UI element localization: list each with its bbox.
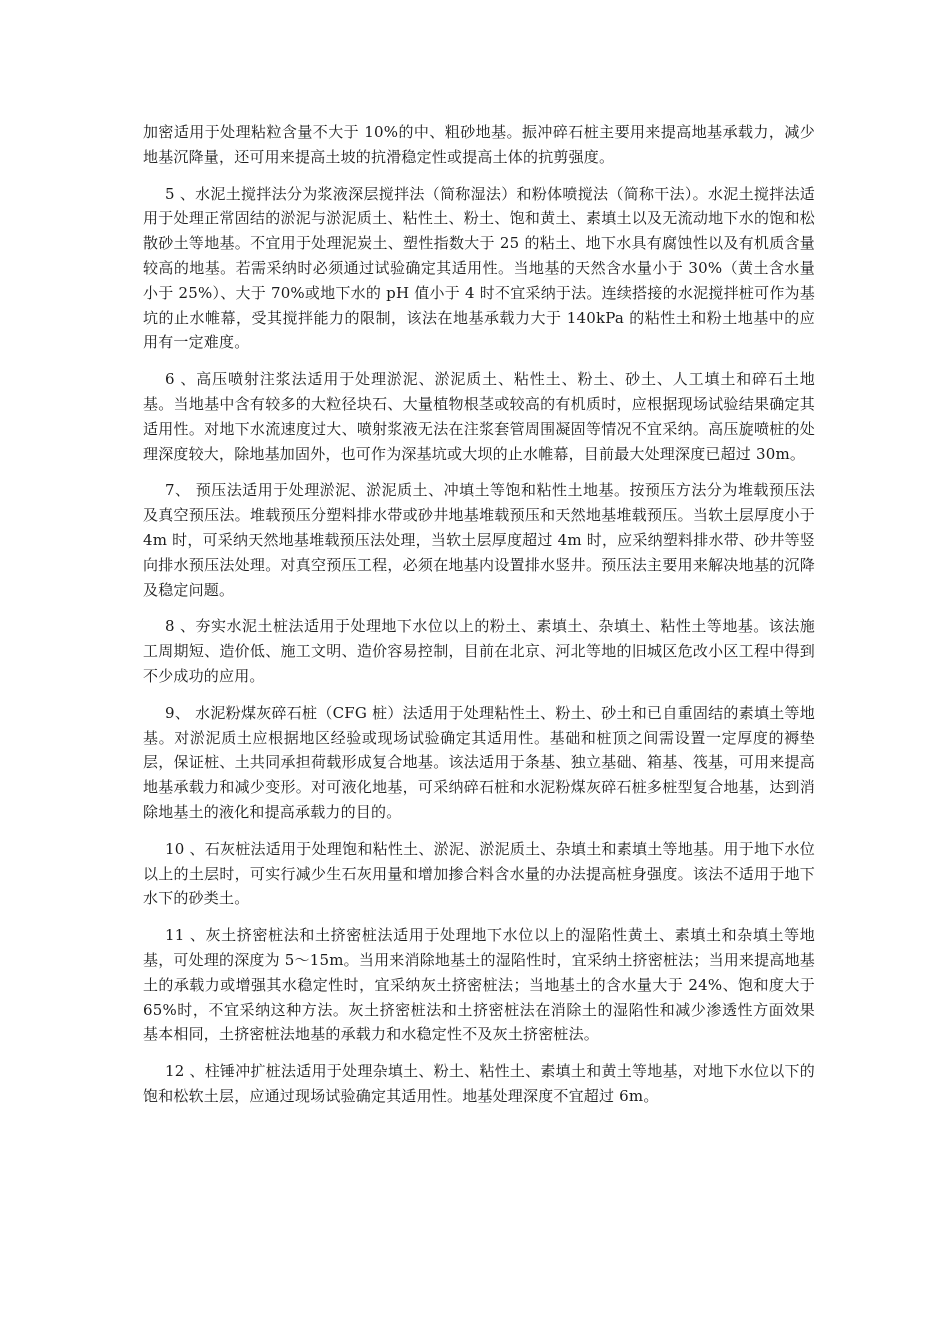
paragraph-item-7-preloading: 7、 预压法适用于处理淤泥、淤泥质土、冲填土等饱和粘性土地基。按预压方法分为堆载预压法及真空预压法。堆载预压分塑料排水带或砂井地基堆载预压和天然地基堆载预压。当软土层厚度小于 4m 时，可采纳天然地基堆载预压法处理，当软土层厚度超过 4m 时，应采纳塑料排水带、砂井等竖向排水预压法处理。对真空预压工程，必须在地基内设置排水竖井。预压法主要用来解决地基的沉降及稳定问题。 xyxy=(143,481,815,599)
paragraph-item-9-cfg-pile: 9、 水泥粉煤灰碎石桩（CFG 桩）法适用于处理粘性土、粉土、砂土和已自重固结的素填土等地基。对淤泥质土应根据地区经验或现场试验确定其适用性。基础和桩顶之间需设置一定厚度的褥垫层，保证桩、土共同承担荷载形成复合地基。该法适用于条基、独立基础、箱基、筏基，可用来提高地基承载力和减少变形。对可液化地基，可采纳碎石桩和水泥粉煤灰碎石桩多桩型复合地基，达到消除地基土的液化和提高承载力的目的。 xyxy=(143,703,815,821)
paragraph-item-6-jet-grouting: 6 、高压喷射注浆法适用于处理淤泥、淤泥质土、粘性土、粉土、砂土、人工填土和碎石土地基。当地基中含有较多的大粒径块石、大量植物根茎或较高的有机质时，应根据现场试验结果确定其适用性。对地下水流速度过大、喷射浆液无法在注浆套管周围凝固等情况不宜采纳。高压旋喷桩的处理深度较大，除地基加固外，也可作为深基坑或大坝的止水帷幕，目前最大处理深度已超过 30m。 xyxy=(143,370,815,463)
paragraph-item-5-cement-soil-mixing: 5 、水泥土搅拌法分为浆液深层搅拌法（简称湿法）和粉体喷搅法（简称干法）。水泥土搅拌法适用于处理正常固结的淤泥与淤泥质土、粘性土、粉土、饱和黄土、素填土以及无流动地下水的饱和松散砂土等地基。不宜用于处理泥炭土、塑性指数大于 25 的粘土、地下水具有腐蚀性以及有机质含量较高的地基。若需采纳时必须通过试验确定其适用性。当地基的天然含水量小于 30%（黄土含水量小于 25%）、大于 70%或地下水的 pH 值小于 4 时不宜采纳于法。连续搭接的水泥搅拌桩可作为基坑的止水帷幕，受其搅拌能力的限制，该法在地基承载力大于 140kPa 的粘性土和粉土地基中的应用有一定难度。 xyxy=(143,184,815,352)
paragraph-item-8-rammed-cement-soil-pile: 8 、夯实水泥土桩法适用于处理地下水位以上的粉土、素填土、杂填土、粘性土等地基。该法施工周期短、造价低、施工文明、造价容易控制，目前在北京、河北等地的旧城区危改小区工程中得到不少成功的应用。 xyxy=(143,617,815,685)
paragraph-vibro-gravel-pile: 加密适用于处理粘粒含量不大于 10%的中、粗砂地基。振冲碎石桩主要用来提高地基承载力，减少地基沉降量，还可用来提高土坡的抗滑稳定性或提高土体的抗剪强度。 xyxy=(143,123,815,166)
paragraph-item-11-compaction-pile: 11 、灰土挤密桩法和土挤密桩法适用于处理地下水位以上的湿陷性黄土、素填土和杂填土等地基，可处理的深度为 5～15m。当用来消除地基土的湿陷性时，宜采纳土挤密桩法；当用来提高地基土的承载力或增强其水稳定性时，宜采纳灰土挤密桩法；当地基土的含水量大于 24%、饱和度大于 65%时，不宜采纳这种方法。灰土挤密桩法和土挤密桩法在消除土的湿陷性和减少渗透性方面效果基本相同，土挤密桩法地基的承载力和水稳定性不及灰土挤密桩法。 xyxy=(143,926,815,1044)
paragraph-item-10-lime-pile: 10 、石灰桩法适用于处理饱和粘性土、淤泥、淤泥质土、杂填土和素填土等地基。用于地下水位以上的土层时，可实行减少生石灰用量和增加掺合料含水量的办法提高桩身强度。该法不适用于地下水下的砂类土。 xyxy=(143,839,815,908)
document-page xyxy=(143,120,815,1121)
paragraph-item-12-column-hammer-pile: 12 、柱锤冲扩桩法适用于处理杂填土、粉土、粘性土、素填土和黄土等地基，对地下水位以下的饱和松软土层，应通过现场试验确定其适用性。地基处理深度不宜超过 6m。 xyxy=(143,1062,815,1105)
